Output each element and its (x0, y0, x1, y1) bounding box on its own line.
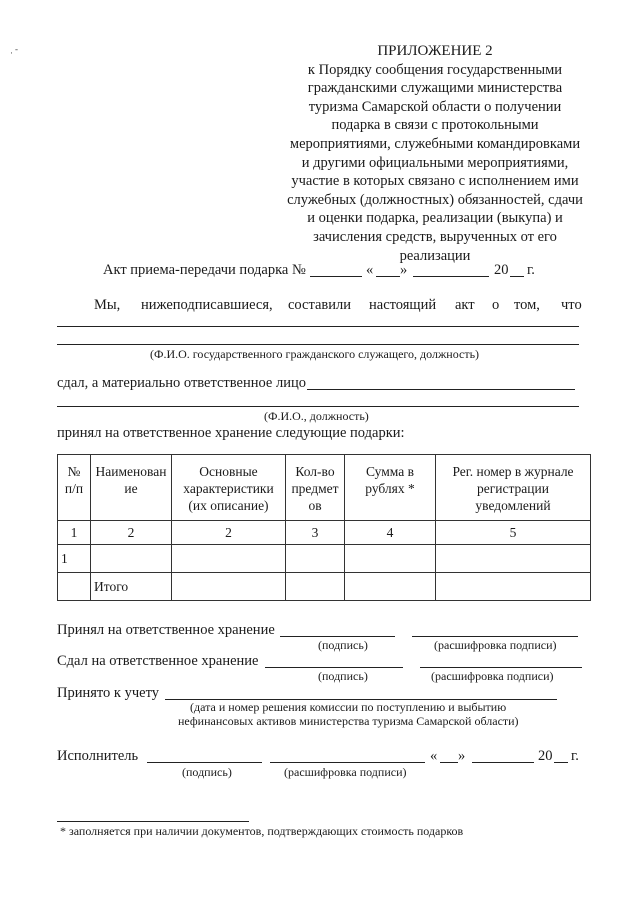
table-cell[interactable] (286, 573, 345, 601)
table-cell[interactable] (91, 545, 172, 573)
decode-caption: (расшифровка подписи) (431, 669, 554, 683)
intro-word: настоящий (369, 297, 437, 313)
header-name (91, 455, 172, 521)
act-year: 20 (494, 262, 509, 278)
appendix-line: участие в которых связано с исполнением ими (291, 173, 579, 190)
accepted-storage-label: Принял на ответственное хранение (57, 622, 275, 638)
act-title: Акт приема-передачи подарка № (103, 262, 306, 278)
column-number: 4 (345, 521, 436, 545)
table-cell[interactable] (436, 545, 591, 573)
intro-word: том, (514, 297, 540, 313)
column-number: 3 (286, 521, 345, 545)
appendix-line: к Порядку сообщения государственными (307, 61, 563, 78)
appendix-line: зачисления средств, вырученных от его (313, 228, 557, 245)
appendix-line: и оценки подарка, реализации (выкупа) и (307, 210, 563, 227)
recipient-line-1[interactable] (57, 326, 579, 327)
header-reg-number (436, 455, 591, 521)
appendix-line: подарка в связи с протокольными (331, 117, 539, 134)
executor-day-field[interactable] (440, 762, 458, 763)
signature-caption: (подпись) (318, 669, 368, 683)
header-text: п/п (64, 481, 84, 496)
caption-fio-position: (Ф.И.О. государственного гражданского служащего, должность) (150, 347, 480, 361)
act-year-field[interactable] (510, 276, 524, 277)
column-number: 2 (172, 521, 286, 545)
decision-caption: (дата и номер решения комиссии по поступлению и выбытию (190, 700, 507, 714)
header-quantity (286, 455, 345, 521)
act-close-quote: » (400, 262, 408, 278)
table-header-row (58, 455, 591, 521)
table-cell (58, 573, 91, 601)
header-text: № (67, 464, 81, 479)
responsible-person-field[interactable] (307, 389, 575, 390)
executor-decode-field[interactable] (270, 762, 425, 763)
intro-word: составили (288, 297, 352, 313)
gifts-table (57, 454, 591, 601)
total-label: Итого (91, 573, 172, 601)
accepted-text: принял на ответственное хранение следующие подарки: (57, 425, 405, 441)
signature-caption: (подпись) (318, 638, 368, 652)
header-text: характеристики (183, 481, 274, 496)
table-cell[interactable] (172, 573, 286, 601)
handed-over-text: сдал, а материально ответственное лицо (57, 375, 306, 391)
row-index: 1 (58, 545, 91, 573)
handed-decode-field[interactable] (420, 667, 582, 668)
header-number (58, 455, 91, 521)
header-characteristics (172, 455, 286, 521)
handed-signature-field[interactable] (265, 667, 403, 668)
decode-caption: (расшифровка подписи) (434, 638, 557, 652)
table-cell[interactable] (172, 545, 286, 573)
header-text: Наименован (95, 464, 167, 479)
intro-word: что (561, 297, 582, 313)
table-total-row (58, 573, 591, 601)
scan-mark: ‐ (15, 44, 18, 54)
header-text: ие (124, 481, 138, 496)
act-month-field[interactable] (413, 276, 489, 277)
accepted-signature-field[interactable] (280, 636, 395, 637)
accounted-label: Принято к учету (57, 685, 159, 701)
executor-signature-field[interactable] (147, 762, 262, 763)
header-sum (345, 455, 436, 521)
column-number: 1 (58, 521, 91, 545)
executor-open-quote: « (430, 748, 438, 764)
header-text: Кол-во (295, 464, 335, 479)
header-text: уведомлений (475, 498, 551, 513)
table-cell[interactable] (345, 545, 436, 573)
intro-word: о (492, 297, 500, 313)
act-day-field[interactable] (376, 276, 400, 277)
header-text: Рег. номер в журнале (452, 464, 574, 479)
executor-close-quote: » (458, 748, 466, 764)
appendix-line: реализации (399, 247, 471, 264)
footnote: * заполняется при наличии документов, подтверждающих стоимость подарков (60, 824, 464, 838)
caption-fio-short: (Ф.И.О., должность) (264, 409, 369, 423)
table-numbers-row (58, 521, 591, 545)
executor-month-field[interactable] (472, 762, 534, 763)
decode-caption: (расшифровка подписи) (284, 765, 407, 779)
executor-year: 20 (538, 748, 553, 764)
appendix-line: и другими официальными мероприятиями, (301, 154, 569, 171)
scan-mark: · (10, 48, 13, 58)
column-number: 2 (91, 521, 172, 545)
table-cell[interactable] (436, 573, 591, 601)
intro-word: акт (455, 297, 475, 313)
executor-label: Исполнитель (57, 748, 139, 764)
footnote-divider (57, 821, 249, 822)
appendix-line: туризма Самарской области о получении (308, 98, 562, 115)
column-number: 5 (436, 521, 591, 545)
header-text: предмет (291, 481, 339, 496)
signature-caption: (подпись) (182, 765, 232, 779)
table-cell[interactable] (286, 545, 345, 573)
decision-caption: нефинансовых активов министерства туризма Самарской области) (178, 714, 519, 728)
executor-year-field[interactable] (554, 762, 568, 763)
table-cell[interactable] (345, 573, 436, 601)
intro-word: нижеподписавшиеся, (141, 297, 273, 313)
accepted-decode-field[interactable] (412, 636, 578, 637)
header-text: ов (308, 498, 322, 513)
appendix-header (270, 42, 600, 265)
executor-year-suffix: г. (571, 748, 579, 764)
appendix-line: гражданскими служащими министерства (307, 80, 563, 97)
intro-word: Мы, (94, 297, 121, 313)
responsible-person-line-2[interactable] (57, 406, 579, 407)
act-open-quote: « (366, 262, 374, 278)
header-text: регистрации (477, 481, 549, 496)
appendix-line: служебных (должностных) обязанностей, сдачи (287, 191, 583, 208)
recipient-line-2[interactable] (57, 344, 579, 345)
header-text: (их описание) (188, 498, 269, 513)
handed-storage-label: Сдал на ответственное хранение (57, 653, 259, 669)
header-text: Основные (199, 464, 258, 479)
appendix-line: мероприятиями, служебными командировками (289, 135, 581, 152)
act-number-field[interactable] (310, 276, 362, 277)
appendix-title: ПРИЛОЖЕНИЕ 2 (377, 43, 493, 59)
act-year-suffix: г. (527, 262, 535, 278)
table-row (58, 545, 591, 573)
header-text: Сумма в (366, 464, 414, 479)
header-text: рублях * (365, 481, 415, 496)
